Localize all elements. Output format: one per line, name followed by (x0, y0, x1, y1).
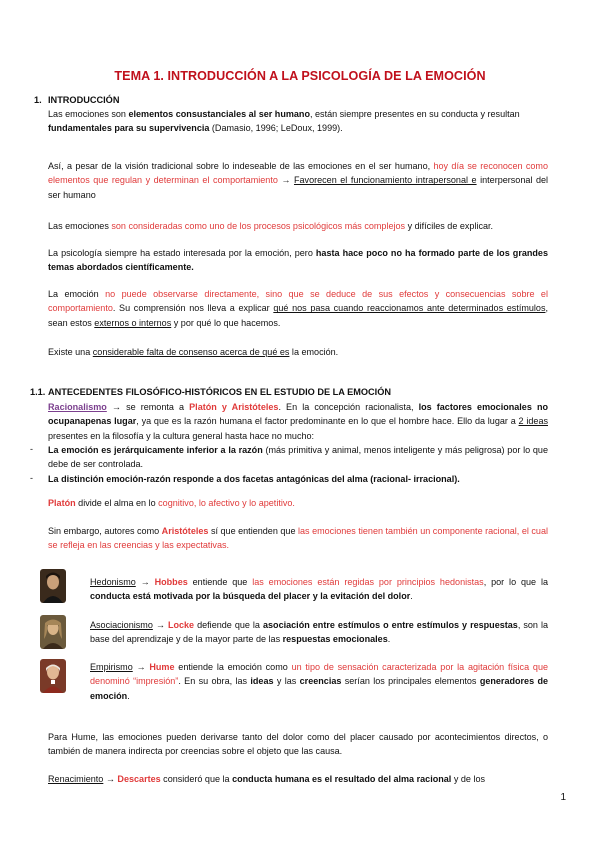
text: respuestas emocionales (282, 634, 388, 645)
text: cognitivo, lo afectivo y lo apetitivo. (158, 498, 295, 508)
text: Empirismo (90, 662, 133, 672)
text: → (132, 662, 150, 672)
text: Existe una (48, 347, 93, 357)
text: conducta está motivada por la búsqueda del placer y la evitación del dolor (90, 591, 411, 602)
paragraph-empirismo (90, 660, 548, 703)
text: y de los (451, 774, 486, 784)
hobbes-portrait-image (40, 569, 66, 603)
text: La emoción es jerárquicamente inferior a la razón (48, 445, 263, 455)
text: , son la base del aprendizaje y de la mayor parte de las (90, 620, 549, 645)
text: sí que entienden que (208, 526, 298, 536)
text: Platón (48, 498, 76, 508)
subsection-heading: ANTECEDENTES FILOSÓFICO-HISTÓRICOS EN EL ESTUDIO DE LA EMOCIÓN (48, 387, 392, 397)
text: asociación entre estímulos o entre estímulos y respuestas (262, 620, 518, 630)
text: → se remonta a (106, 402, 190, 412)
text: generadores de emoción (90, 676, 549, 701)
page-title: TEMA 1. INTRODUCCIÓN A LA PSICOLOGÍA DE LA EMOCIÓN (114, 69, 486, 83)
paragraph-1 (48, 107, 548, 136)
bullet-dash: - (30, 473, 33, 483)
text: Así, a pesar de la visión tradicional sobre lo indeseable de las emociones en el ser humano, (48, 161, 434, 171)
locke-portrait-image (40, 615, 66, 649)
text: un tipo de sensación caracterizada por la agitación física que denominó “impresión” (90, 662, 549, 687)
section-heading: INTRODUCCIÓN (48, 95, 120, 105)
text: consideró que la (160, 774, 233, 784)
text: Las emociones (48, 221, 112, 231)
text: , están siempre presentes en su conducta y resultan (309, 109, 520, 119)
paragraph-2 (48, 159, 548, 202)
paragraph-racionalismo (48, 400, 548, 443)
text: entiende que (187, 577, 253, 587)
bullet-dash: - (30, 444, 33, 454)
hume-portrait-image (40, 659, 66, 693)
bullet-1 (48, 443, 548, 472)
text: (más primitiva y animal, menos inteligente y más peligrosa) por lo que debe de ser controlada. (48, 445, 548, 470)
text: hoy día se reconocen como elementos que regulan y determinan el comportamiento (48, 161, 548, 186)
text: son consideradas como uno de los procesos psicológicos más complejos (111, 221, 406, 231)
paragraph-renacimiento (48, 772, 548, 786)
text: considerable falta de consenso acerca de qué es (92, 347, 290, 357)
text: → (152, 620, 168, 630)
paragraph-hedonismo (90, 575, 548, 604)
text: externos o internos (94, 317, 172, 328)
text: Hobbes (154, 577, 188, 587)
text: , ya que es la razón humana el factor predominante en lo que el hombre hace. Ello da lugar a (136, 416, 519, 427)
paragraph-hume: Para Hume, las emociones pueden derivarse tanto del dolor como del placer causado por acontecimientos directos, o también de manera indirecta por creencias sobre el objeto que las causa. (48, 732, 548, 757)
text: → (103, 774, 118, 784)
text: hasta hace poco no ha formado parte de los grandes temas abordados científicamente. (48, 248, 548, 273)
text: Renacimiento (48, 774, 104, 784)
text: , sean estos (48, 303, 548, 328)
bullet-2 (48, 472, 548, 486)
text: . (127, 690, 130, 701)
text: la emoción. (289, 347, 339, 357)
text: conducta humana es el resultado del alma racional (232, 774, 452, 784)
text: fundamentales para su supervivencia (48, 123, 210, 134)
text: las emociones tienen también un componente racional, el cual se refleja en las creencias y las expectativas. (48, 526, 548, 551)
section-number: 1. (34, 95, 42, 105)
paragraph-4 (48, 246, 548, 275)
text: serían los principales elementos (341, 676, 480, 687)
text: , por lo que la (483, 577, 548, 587)
text: → (277, 175, 294, 186)
text: Racionalismo (48, 402, 107, 412)
text: y difíciles de explicar. (405, 221, 494, 231)
paragraph-6 (48, 345, 548, 359)
text: . En su obra, las (178, 676, 251, 687)
text: Hume (149, 662, 175, 672)
paragraph-asociacionismo (90, 618, 548, 647)
paragraph-platon (48, 496, 548, 510)
text: los factores emocionales no ocupanapenas lugar (48, 402, 549, 427)
text: Descartes (117, 774, 161, 784)
text: elementos consustanciales al ser humano (128, 109, 310, 119)
text: → (135, 577, 155, 587)
text: Sin embargo, autores como (48, 526, 162, 536)
text: Locke (167, 620, 195, 630)
text: Favorecen el funcionamiento intrapersonal e (293, 175, 477, 186)
text: . (387, 634, 391, 645)
text: entiende la emoción como (174, 662, 292, 672)
text: Aristóteles (161, 526, 209, 536)
text: no puede observarse directamente, sino que se deduce de sus efectos y consecuencias sobre el comportamiento (48, 289, 548, 314)
text: La psicología siempre ha estado interesada por la emoción, pero (48, 248, 316, 258)
text: y las (273, 676, 300, 687)
text: divide el alma en lo (75, 498, 159, 508)
text: Platón y Aristóteles (189, 402, 279, 412)
subsection-number: 1.1. (30, 387, 46, 397)
text: qué nos pasa cuando reaccionamos ante determinados estímulos (273, 303, 546, 314)
text: (Damasio, 1996; LeDoux, 1999). (209, 123, 343, 134)
text: . En la concepción racionalista, (278, 402, 419, 412)
paragraph-5 (48, 287, 548, 330)
text: Asociacionismo (90, 620, 153, 630)
text: las emociones están regidas por principios hedonistas (252, 577, 484, 587)
text: defiende que la (194, 620, 263, 630)
text: interpersonal del ser humano (48, 175, 549, 200)
text: creencias (299, 676, 342, 687)
text: presentes en la filosofía y la cultura general hasta hace no mucho: (48, 430, 315, 441)
text: y por qué lo que hacemos. (171, 317, 281, 328)
text: . Su comprensión nos lleva a explicar (112, 303, 274, 314)
text: Las emociones son (48, 109, 129, 119)
paragraph-3 (48, 219, 548, 233)
text: 2 ideas (518, 416, 548, 427)
text: La emoción (48, 289, 106, 299)
text: . (410, 591, 413, 602)
page-number: 1 (560, 792, 566, 803)
text: ideas (250, 676, 274, 687)
paragraph-aristoteles (48, 524, 548, 553)
text: Hedonismo (90, 577, 136, 587)
text: La distinción emoción-razón responde a dos facetas antagónicas del alma (racional- irracional). (48, 474, 460, 484)
